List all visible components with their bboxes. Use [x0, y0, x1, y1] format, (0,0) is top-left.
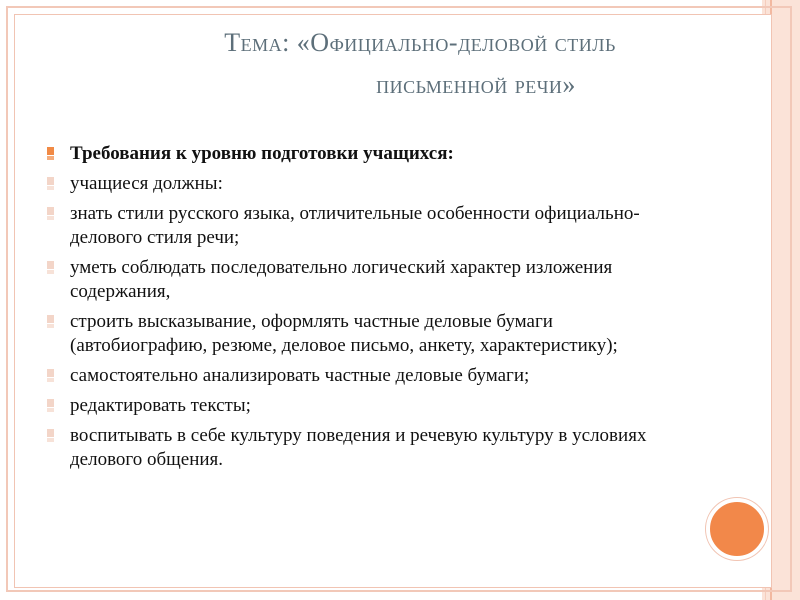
bullet-icon-light — [46, 261, 55, 274]
bullet-item — [44, 424, 694, 472]
bullet-icon-light — [46, 207, 55, 220]
bullet-item — [44, 172, 694, 196]
bullet-icon-light — [46, 315, 55, 328]
decorative-circle — [706, 498, 768, 560]
bullet-icon-light — [46, 177, 55, 190]
bullet-text: знать стили русского языка, отличительные особенности официально-делового стиля речи; — [70, 203, 640, 248]
bullet-item — [44, 394, 694, 418]
bullet-item — [44, 364, 694, 388]
bullet-icon-orange — [46, 147, 55, 160]
bullet-item — [44, 310, 694, 358]
bullet-item — [44, 142, 694, 166]
slide-title — [100, 22, 740, 106]
bullet-list — [44, 142, 694, 478]
bullet-item — [44, 256, 694, 304]
bullet-text: воспитывать в себе культуру поведения и речевую культуру в условиях делового общения. — [70, 425, 647, 470]
bullet-text: учащиеся должны: — [70, 173, 223, 194]
bullet-icon-light — [46, 369, 55, 382]
slide-title-line-2: письменной речи» — [376, 70, 576, 99]
bullet-text: самостоятельно анализировать частные деловые бумаги; — [70, 365, 530, 386]
bullet-text: уметь соблюдать последовательно логический характер изложения содержания, — [70, 257, 613, 302]
bullet-text: строить высказывание, оформлять частные деловые бумаги (автобиографию, резюме, деловое письмо, анкету, характеристику); — [70, 311, 618, 356]
bullet-text: редактировать тексты; — [70, 395, 251, 416]
bullet-icon-light — [46, 399, 55, 412]
bullet-icon-light — [46, 429, 55, 442]
bullet-text: Требования к уровню подготовки учащихся: — [70, 143, 454, 164]
slide-title-line-1: Тема: «Официально-деловой стиль — [224, 28, 616, 57]
bullet-item — [44, 202, 694, 250]
